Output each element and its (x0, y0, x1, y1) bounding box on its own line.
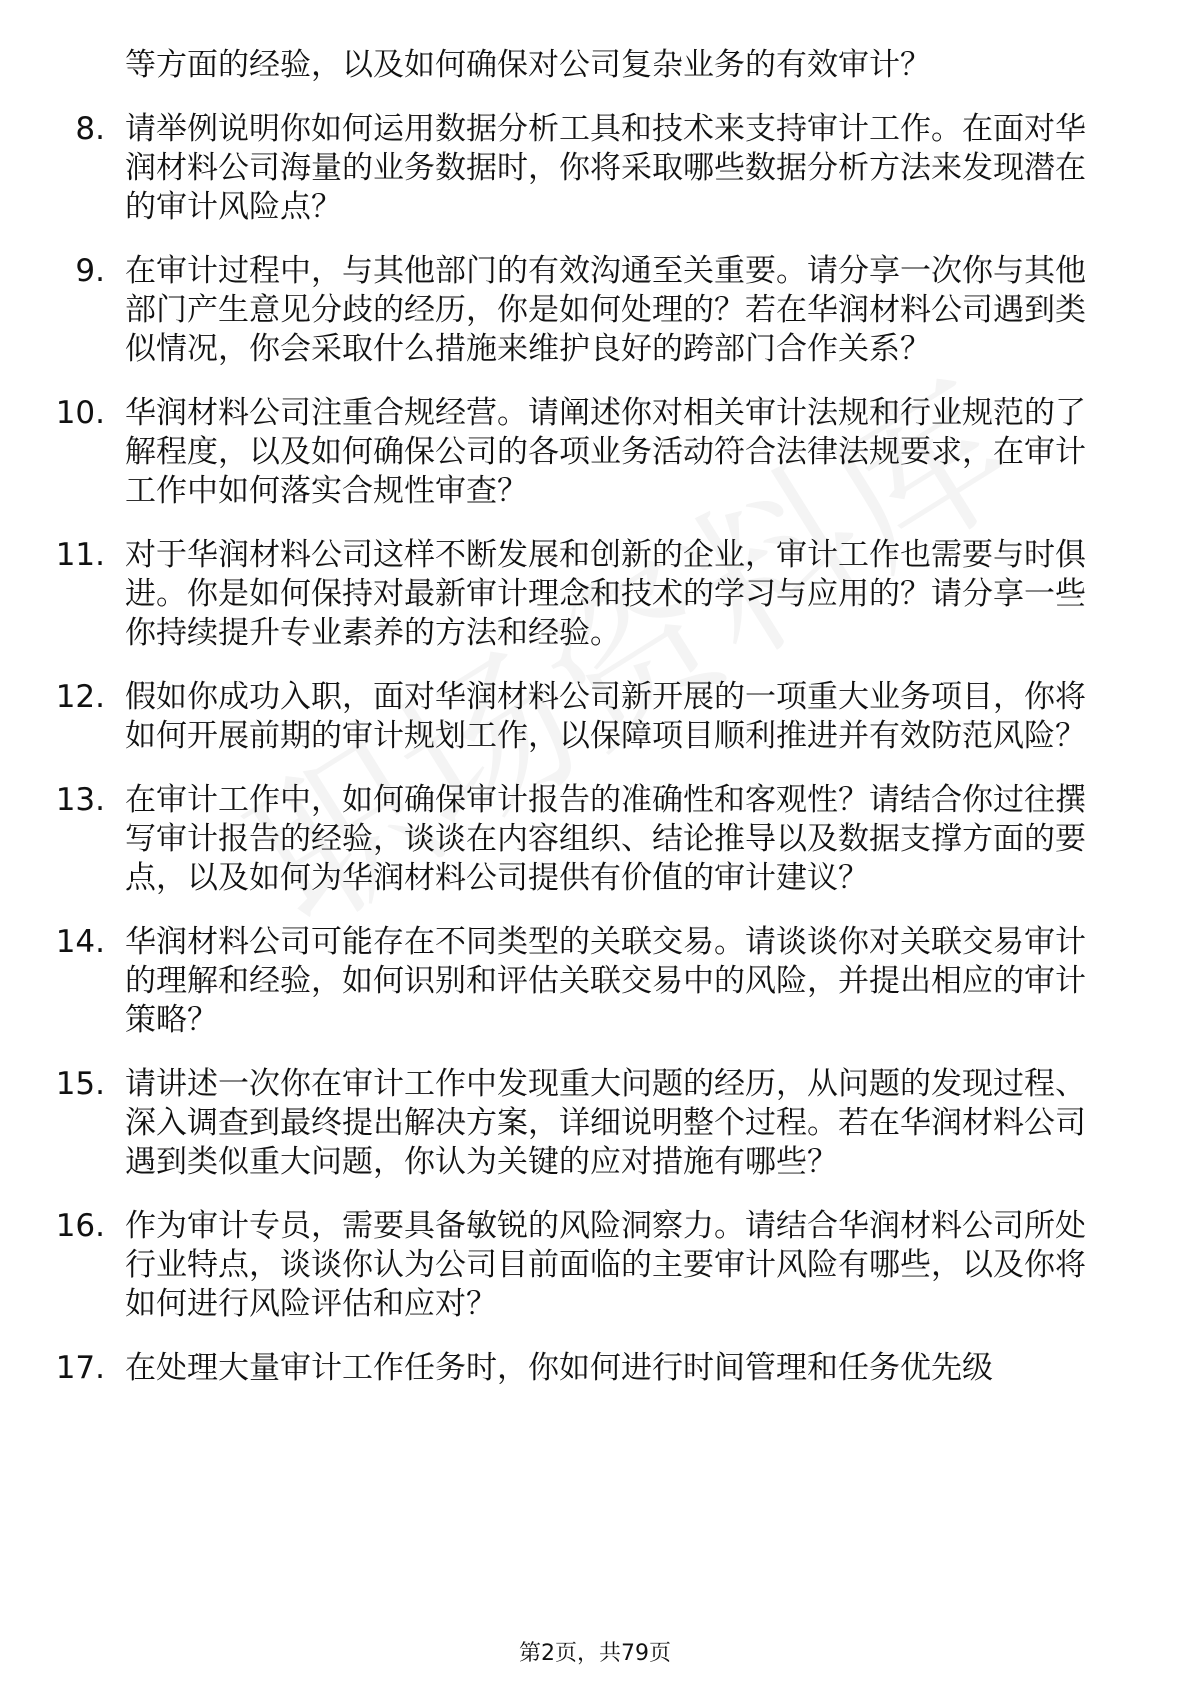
item-number: 9. (75, 253, 105, 289)
item-number: 11. (55, 537, 105, 573)
item-number: 14. (55, 924, 105, 960)
item-text: 作为审计专员，需要具备敏锐的风险洞察力。请结合华润材料公司所处行业特点，谈谈你认为公司目前面临的主要审计风险有哪些，以及你将如何进行风险评估和应对？ (125, 1208, 1086, 1322)
item-text: 在审计工作中，如何确保审计报告的准确性和客观性？请结合你过往撰写审计报告的经验，谈谈在内容组织、结论推导以及数据支撑方面的要点，以及如何为华润材料公司提供有价值的审计建议？ (125, 782, 1086, 896)
list-item (0, 394, 1115, 511)
list-item (0, 110, 1115, 227)
item-text: 在处理大量审计工作任务时，你如何进行时间管理和任务优先级 (125, 1350, 993, 1386)
list-item (0, 781, 1115, 898)
list-item (0, 252, 1115, 369)
item-number: 12. (55, 679, 105, 715)
item-number: 8. (75, 111, 105, 147)
list-item (0, 678, 1115, 756)
list-item (0, 536, 1115, 653)
item-text: 请举例说明你如何运用数据分析工具和技术来支持审计工作。在面对华润材料公司海量的业务数据时，你将采取哪些数据分析方法来发现潜在的审计风险点？ (125, 111, 1086, 225)
item-text: 对于华润材料公司这样不断发展和创新的企业，审计工作也需要与时俱进。你是如何保持对最新审计理念和技术的学习与应用的？请分享一些你持续提升专业素养的方法和经验。 (125, 537, 1086, 651)
list-item (0, 923, 1115, 1040)
item-number: 15. (55, 1066, 105, 1102)
list-item (0, 1207, 1115, 1324)
item-text: 请讲述一次你在审计工作中发现重大问题的经历，从问题的发现过程、深入调查到最终提出解决方案，详细说明整个过程。若在华润材料公司遇到类似重大问题，你认为关键的应对措施有哪些？ (125, 1066, 1086, 1180)
item-number: 16. (55, 1208, 105, 1244)
item-text: 在审计过程中，与其他部门的有效沟通至关重要。请分享一次你与其他部门产生意见分歧的经历，你是如何处理的？若在华润材料公司遇到类似情况，你会采取什么措施来维护良好的跨部门合作关系？ (125, 253, 1086, 367)
page-footer: 第2页，共79页 (519, 1641, 671, 1666)
item-number: 13. (55, 782, 105, 818)
list-item (0, 1349, 1115, 1388)
question-list (0, 46, 1190, 1413)
item-number: 17. (55, 1350, 105, 1386)
list-item (0, 1065, 1115, 1182)
item-text: 假如你成功入职，面对华润材料公司新开展的一项重大业务项目，你将如何开展前期的审计规划工作，以保障项目顺利推进并有效防范风险？ (125, 679, 1086, 754)
item-text: 华润材料公司可能存在不同类型的关联交易。请谈谈你对关联交易审计的理解和经验，如何识别和评估关联交易中的风险，并提出相应的审计策略？ (125, 924, 1086, 1038)
item-text: 华润材料公司注重合规经营。请阐述你对相关审计法规和行业规范的了解程度，以及如何确保公司的各项业务活动符合法律法规要求，在审计工作中如何落实合规性审查？ (125, 395, 1086, 509)
continuation-text: 等方面的经验，以及如何确保对公司复杂业务的有效审计？ (125, 47, 931, 83)
item-number: 10. (55, 395, 105, 431)
